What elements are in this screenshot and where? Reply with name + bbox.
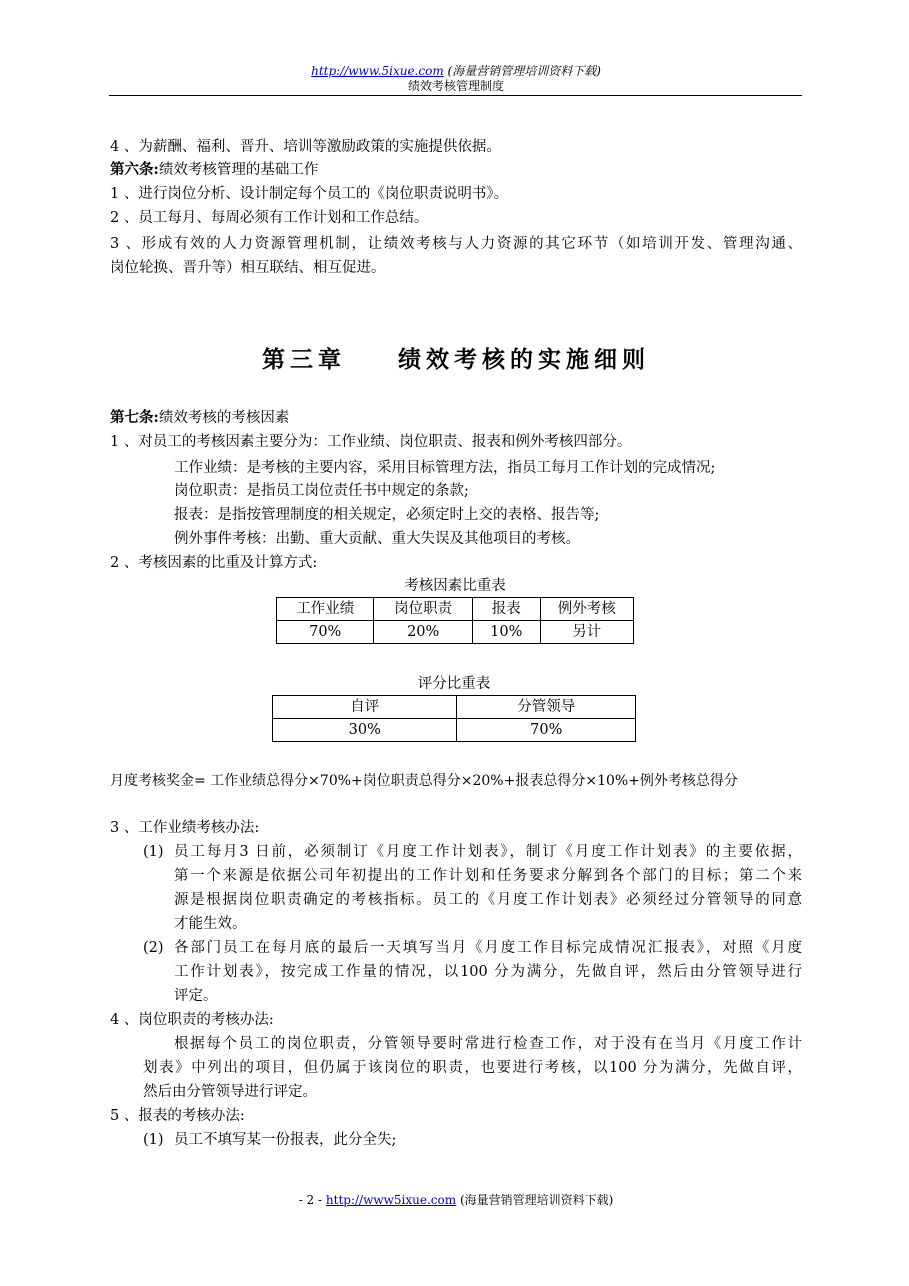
paragraph-line: 3 、工作业绩考核办法: [110,820,260,836]
paragraph-line: 2 、员工每月、每周必须有工作计划和工作总结。 [110,210,429,226]
table2-caption: 评分比重表 [417,676,491,692]
paragraph-line: 3 、形成有效的人力资源管理机制，让绩效考核与人力资源的其它环节（如培训开发、管理沟通、 [110,236,802,252]
paragraph-line: 员工不填写某一份报表，此分全失; [174,1132,397,1148]
header-source-line [110,64,802,78]
table-header-cell: 例外考核 [540,598,633,621]
paragraph-line: 员工每月3 日前，必须制订《月度工作计划表》，制订《月度工作计划表》的主要依据， [174,844,802,860]
table-header-cell: 工作业绩 [277,598,374,621]
table-header-cell: 自评 [273,696,457,719]
chapter-heading: 第三章 绩效考核的实施细则 [261,347,651,373]
page-number: - 2 - [298,1193,323,1207]
table-header-cell: 岗位职责 [374,598,472,621]
article-7-label: 第七条: [110,409,159,426]
paragraph-line: 源是根据岗位职责确定的考核指标。员工的《月度工作计划表》必须经过分管领导的同意 [174,892,802,908]
table-header-cell: 分管领导 [457,696,636,719]
footer-tagline: (海量营销管理培训资料下载) [459,1193,614,1207]
list-number: (1) [143,1132,164,1148]
factor-weight-table [276,597,634,644]
table-cell: 70% [457,719,636,742]
table-header-cell: 报表 [472,598,540,621]
table-cell: 70% [277,621,374,644]
article-6-title: 绩效考核管理的基础工作 [158,162,319,178]
bonus-formula: 月度考核奖金= 工作业绩总得分×70%+岗位职责总得分×20%+报表总得分×10%+例外考核总得分 [110,773,738,789]
list-number: (2) [143,940,164,956]
paragraph-line: 才能生效。 [174,916,247,932]
table-cell: 10% [472,621,540,644]
table-header-row [273,696,636,719]
article-7-title: 绩效考核的考核因素 [158,410,290,426]
paragraph-line: 划表》中列出的项目，但仍属于该岗位的职责，也要进行考核，以100 分为满分，先做自评， [143,1060,802,1076]
paragraph-line: 1 、进行岗位分析、设计制定每个员工的《岗位职责说明书》。 [110,186,509,202]
page-footer [110,1193,802,1207]
article-7-heading [110,408,289,428]
paragraph-line: 工作计划表》，按完成工作量的情况，以100 分为满分，先做自评，然后由分管领导进行 [174,964,802,980]
header-title: 绩效考核管理制度 [407,79,504,93]
list-number: (1) [143,844,164,860]
paragraph-line: 报表：是指按管理制度的相关规定，必须定时上交的表格、报告等; [174,507,600,523]
paragraph-line: 5 、报表的考核办法: [110,1108,245,1124]
header-url-link[interactable]: http://www.5ixue.com [311,64,444,78]
table-cell: 30% [273,719,457,742]
footer-url-link[interactable]: http://www5ixue.com [325,1193,457,1207]
paragraph-line: 1 、对员工的考核因素主要分为：工作业绩、岗位职责、报表和例外考核四部分。 [110,434,632,450]
header-divider [109,95,802,96]
paragraph-line: 岗位轮换、晋升等）相互联结、相互促进。 [110,260,386,276]
paragraph-line: 岗位职责：是指员工岗位责任书中规定的条款; [174,483,469,499]
table-row [277,621,634,644]
score-weight-table [272,695,636,742]
table-cell: 20% [374,621,472,644]
table-header-row [277,598,634,621]
paragraph-line: 评定。 [174,988,218,1004]
paragraph-line: 根据每个员工的岗位职责，分管领导要时常进行检查工作，对于没有在当月《月度工作计 [174,1036,802,1052]
paragraph-line: 4 、岗位职责的考核办法: [110,1012,274,1028]
paragraph-line: 工作业绩：是考核的主要内容，采用目标管理方法，指员工每月工作计划的完成情况; [174,460,716,476]
article-6-heading [110,160,318,180]
paragraph-line: 各部门员工在每月底的最后一天填写当月《月度工作目标完成情况汇报表》，对照《月度 [174,940,802,956]
paragraph-line: 例外事件考核：出勤、重大贡献、重大失误及其他项目的考核。 [174,531,580,547]
paragraph-line: 然后由分管领导进行评定。 [143,1084,317,1100]
article-6-label: 第六条: [110,161,159,178]
header-tagline: (海量营销管理培训资料下载) [447,64,601,78]
table1-caption: 考核因素比重表 [404,578,506,594]
paragraph-line: 2 、考核因素的比重及计算方式: [110,555,318,571]
table-cell: 另计 [540,621,633,644]
paragraph-line: 4 、为薪酬、福利、晋升、培训等激励政策的实施提供依据。 [110,139,501,155]
paragraph-line: 第一个来源是依据公司年初提出的工作计划和任务要求分解到各个部门的目标；第二个来 [174,868,802,884]
table-row [273,719,636,742]
